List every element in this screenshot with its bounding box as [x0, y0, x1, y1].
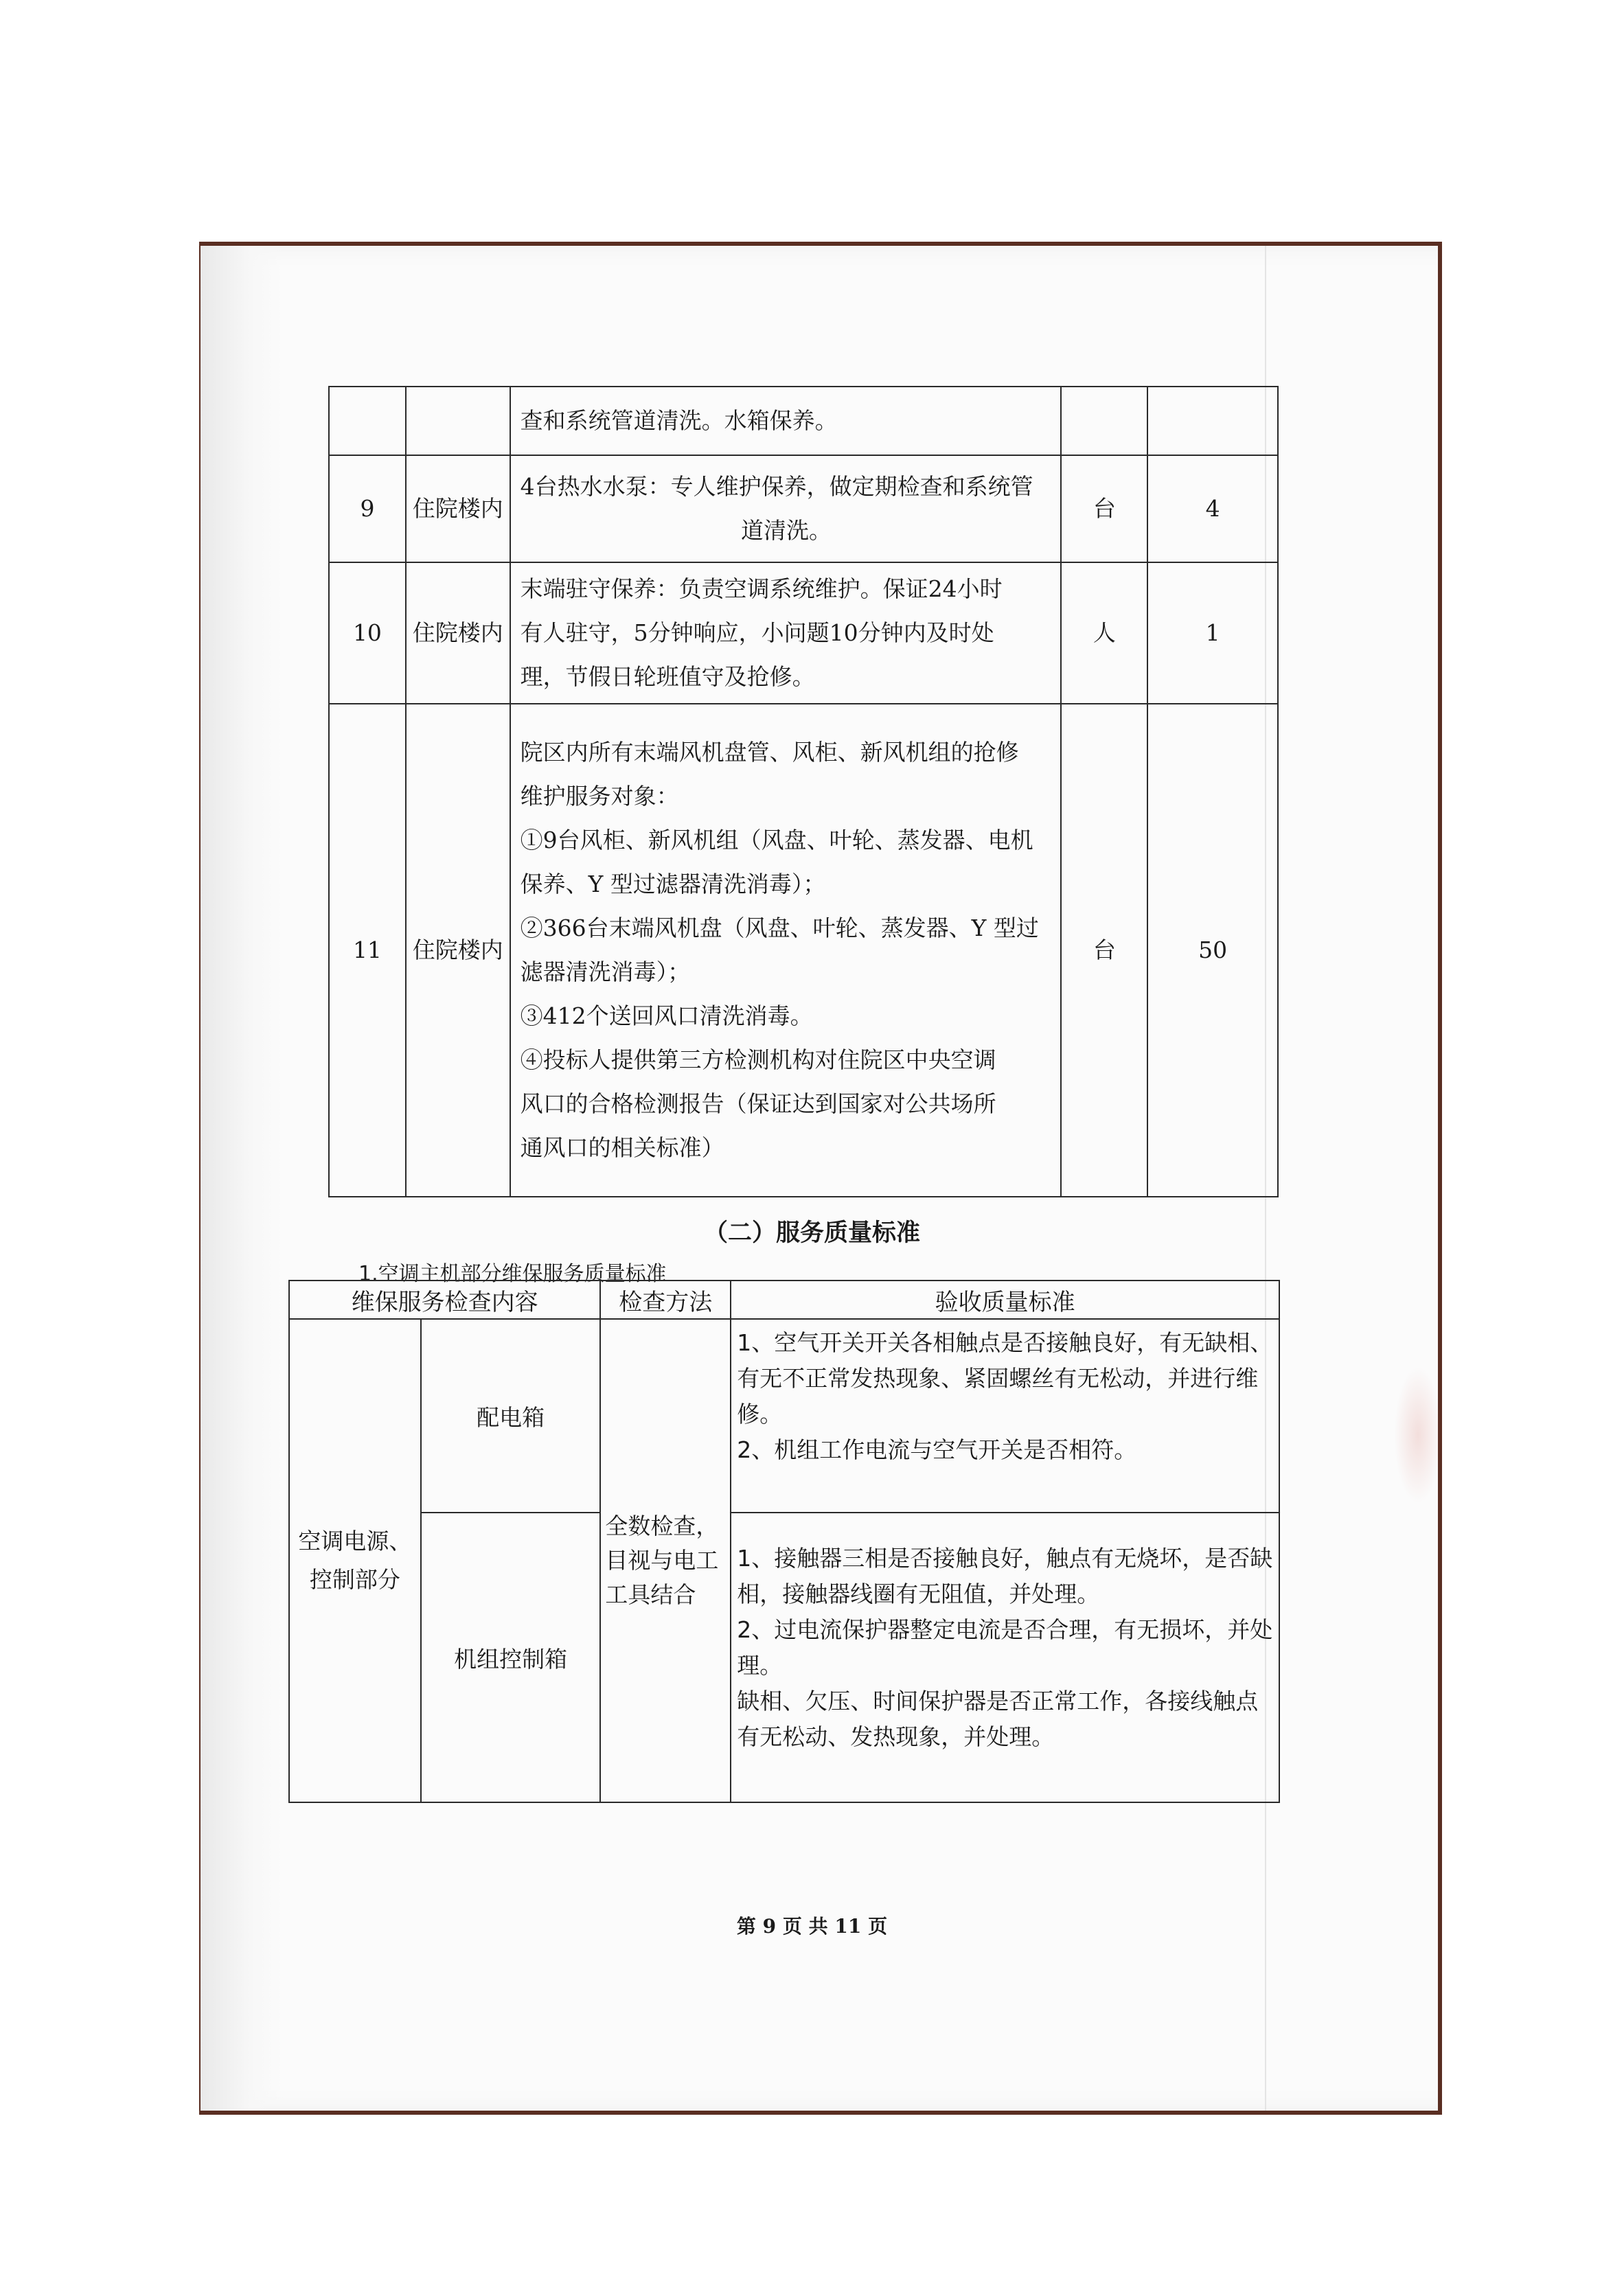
description-line: 维护服务对象： — [520, 783, 679, 810]
row-description — [510, 387, 1062, 455]
row-number: 9 — [329, 455, 406, 562]
item-name: 机组控制箱 — [421, 1513, 601, 1802]
standard-cell — [731, 1319, 1279, 1513]
binding-shadow — [201, 246, 283, 2111]
table-row — [329, 387, 1278, 455]
table-header-row — [289, 1281, 1279, 1319]
method-cell: 全数检查，目视与电工工具结合 — [600, 1319, 731, 1802]
standard-line: 2、机组工作电流与空气开关是否相符。 — [737, 1436, 1137, 1463]
row-unit: 人 — [1061, 562, 1147, 704]
description-line: 查和系统管道清洗。水箱保养。 — [520, 407, 838, 434]
table-row — [329, 562, 1278, 704]
standard-cell — [731, 1513, 1279, 1802]
row-quantity: 50 — [1147, 704, 1278, 1197]
category-cell: 空调电源、控制部分 — [289, 1319, 421, 1802]
quality-standard-table — [288, 1280, 1280, 1803]
header-check-content: 维保服务检查内容 — [289, 1281, 600, 1319]
description-line: 理，节假日轮班值守及抢修。 — [520, 663, 815, 690]
row-quantity: 1 — [1147, 562, 1278, 704]
description-line: 4台热水水泵：专人维护保养，做定期检查和系统管 — [520, 473, 1033, 500]
table-row — [329, 455, 1278, 562]
standard-line: 1、空气开关开关各相触点是否接触良好，有无缺相、有无不正常发热现象、紧固螺丝有无松动，并进行维修。 — [737, 1329, 1273, 1427]
row-unit: 台 — [1061, 704, 1147, 1197]
description-line: 滤器清洗消毒）； — [520, 958, 691, 985]
table-row — [329, 704, 1278, 1197]
row-unit — [1061, 387, 1147, 455]
description-line: 院区内所有末端风机盘管、风柜、新风机组的抢修 — [520, 739, 1019, 766]
description-line: 通风口的相关标准） — [520, 1134, 724, 1161]
row-number: 10 — [329, 562, 406, 704]
table-row — [289, 1319, 1279, 1513]
row-number — [329, 387, 406, 455]
row-description — [510, 455, 1062, 562]
row-description — [510, 704, 1062, 1197]
row-location — [406, 387, 510, 455]
row-location: 住院楼内 — [406, 704, 510, 1197]
description-line: ④投标人提供第三方检测机构对住院区中央空调 — [520, 1046, 996, 1073]
row-number: 11 — [329, 704, 406, 1197]
standard-line: 2、过电流保护器整定电流是否合理，有无损坏，并处理。 — [737, 1616, 1273, 1679]
item-name: 配电箱 — [421, 1319, 601, 1513]
description-line: 保养、Y 型过滤器清洗消毒）； — [520, 871, 826, 897]
row-unit: 台 — [1061, 455, 1147, 562]
row-location: 住院楼内 — [406, 455, 510, 562]
standard-line: 1、接触器三相是否接触良好，触点有无烧坏，是否缺相，接触器线圈有无阻值，并处理。 — [737, 1545, 1273, 1607]
row-quantity — [1147, 387, 1278, 455]
header-check-method: 检查方法 — [600, 1281, 731, 1319]
sub-title: 1.空调主机部分维保服务质量标准 — [358, 1262, 667, 1286]
description-line: 有人驻守，5分钟响应，小问题10分钟内及时处 — [520, 619, 994, 646]
stamp-mark — [1394, 1366, 1442, 1504]
header-acceptance-standard: 验收质量标准 — [731, 1281, 1279, 1319]
row-description — [510, 562, 1062, 704]
service-items-table — [328, 386, 1279, 1197]
table-row — [289, 1513, 1279, 1802]
row-location: 住院楼内 — [406, 562, 510, 704]
row-quantity: 4 — [1147, 455, 1278, 562]
section-title: （二）服务质量标准 — [703, 1219, 920, 1247]
description-line: 道清洗。 — [741, 517, 832, 544]
description-line: ③412个送回风口清洗消毒。 — [520, 1002, 813, 1029]
standard-line: 缺相、欠压、时间保护器是否正常工作，各接线触点有无松动、发热现象，并处理。 — [737, 1688, 1259, 1750]
page-footer: 第 9 页 共 11 页 — [736, 1915, 888, 1938]
description-line: 风口的合格检测报告（保证达到国家对公共场所 — [520, 1090, 996, 1117]
description-line: ②366台末端风机盘（风盘、叶轮、蒸发器、Y 型过 — [520, 915, 1039, 941]
description-line: 末端驻守保养：负责空调系统维护。保证24小时 — [520, 575, 1003, 602]
description-line: ①9台风柜、新风机组（风盘、叶轮、蒸发器、电机 — [520, 827, 1033, 853]
